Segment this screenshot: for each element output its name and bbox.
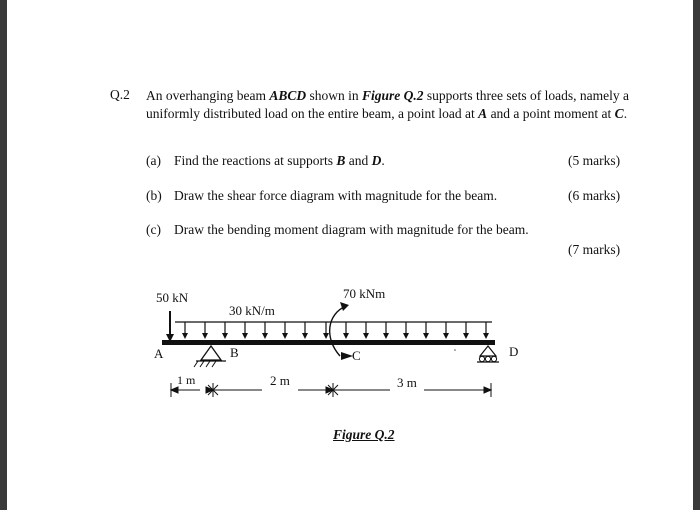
udl-arrow-head — [363, 333, 369, 339]
udl-arrow-head — [483, 333, 489, 339]
moment-arrowhead — [340, 302, 349, 311]
part-c-text: Draw the bending moment diagram with magnitude for the beam. — [174, 222, 529, 237]
udl-arrow-head — [202, 333, 208, 339]
udl-arrow-head — [443, 333, 449, 339]
udl-arrow-head — [323, 333, 329, 339]
moment-label: 70 kNm — [343, 286, 386, 301]
point-a-label: A — [154, 346, 164, 361]
udl-arrow-head — [282, 333, 288, 339]
beam — [162, 340, 495, 345]
udl-arrow-head — [222, 333, 228, 339]
figure-caption: Figure Q.2 — [333, 427, 395, 442]
udl-arrows — [182, 322, 489, 339]
part-a-marks: (5 marks) — [568, 153, 621, 168]
udl-arrow-head — [262, 333, 268, 339]
pin-support-b — [194, 346, 226, 367]
udl-arrow-head — [383, 333, 389, 339]
question-text: An overhanging beam ABCD shown in Figure Q.2 supports three sets of loads, namely a uniformly distributed load on the entire beam, a point load at A and a point moment at C. — [146, 88, 629, 121]
span-cd-label: 3 m — [397, 375, 417, 390]
span-bc-label: 2 m — [270, 373, 290, 388]
point-b-label: B — [230, 345, 239, 360]
udl-arrow-head — [423, 333, 429, 339]
part-b-label: (b) — [146, 188, 162, 203]
span-ab-label: 1 m — [177, 373, 196, 387]
point-c-label: C — [352, 348, 361, 363]
udl-arrow-head — [463, 333, 469, 339]
part-a-text: Find the reactions at supports B and D. — [174, 153, 385, 168]
udl-arrow-head — [403, 333, 409, 339]
point-load-label: 50 kN — [156, 290, 189, 305]
part-b-marks: (6 marks) — [568, 188, 621, 203]
point-d-label: D — [509, 344, 519, 359]
part-c-label: (c) — [146, 222, 161, 237]
udl-arrow-head — [302, 333, 308, 339]
roller-support-d — [477, 346, 499, 362]
part-a-label: (a) — [146, 153, 161, 168]
udl-arrow-head — [242, 333, 248, 339]
udl-arrow-head — [182, 333, 188, 339]
part-c-marks: (7 marks) — [568, 242, 621, 257]
part-b-text: Draw the shear force diagram with magnitude for the beam. — [174, 188, 498, 203]
moment-arc — [330, 306, 346, 356]
udl-arrow-head — [343, 333, 349, 339]
udl-label: 30 kN/m — [229, 303, 275, 318]
dimension-lines — [171, 383, 491, 397]
question-number: Q.2 — [110, 87, 130, 102]
